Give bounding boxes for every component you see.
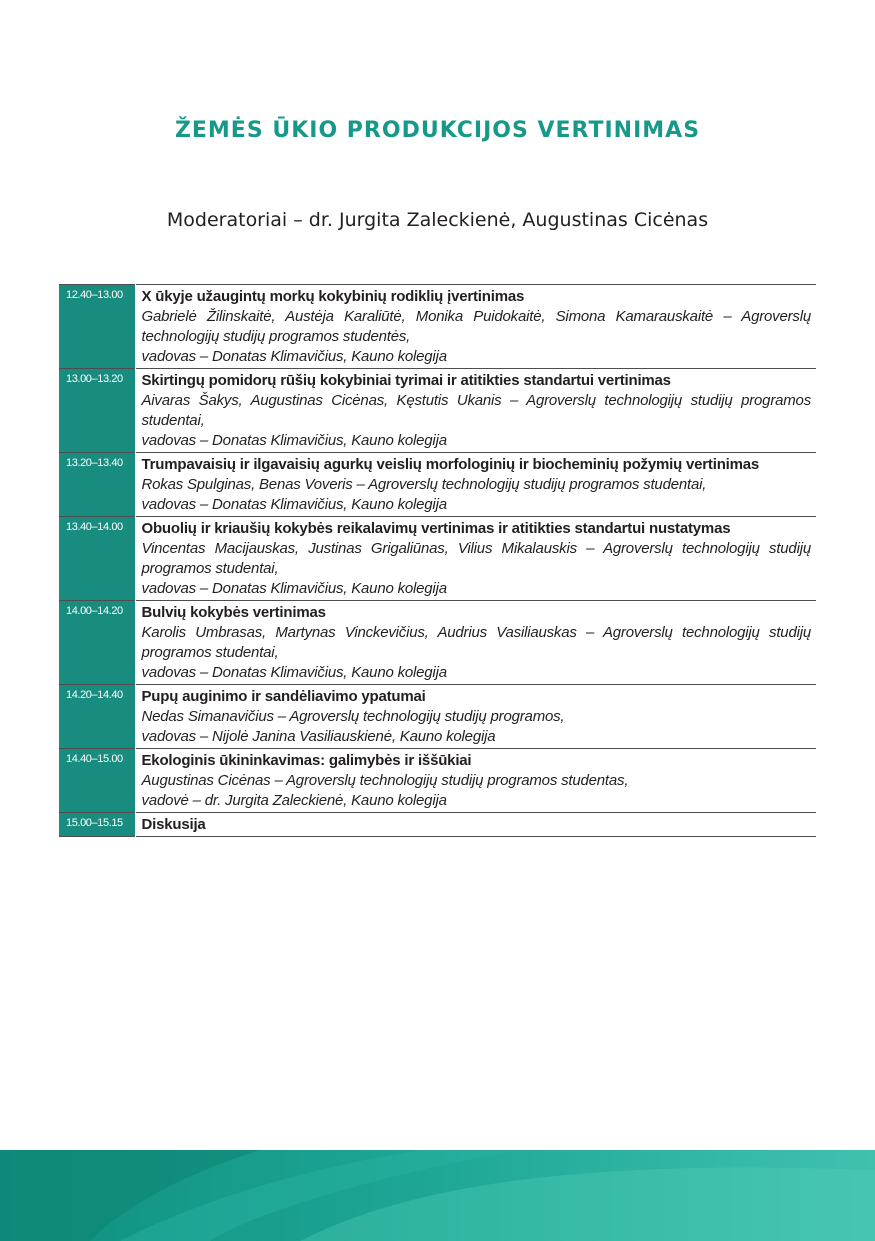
session-time: 13.20–13.40 <box>59 453 135 517</box>
session-title: Ekologinis ūkininkavimas: galimybės ir iššūkiai <box>141 752 472 769</box>
session-supervisor: vadovas – Donatas Klimavičius, Kauno kolegija <box>141 432 447 449</box>
schedule-row <box>59 285 816 369</box>
session-content <box>135 813 816 837</box>
session-authors: Augustinas Cicėnas – Agroverslų technologijų studijų programos studentas, <box>141 772 629 789</box>
session-content <box>135 601 816 685</box>
session-time: 12.40–13.00 <box>59 285 135 369</box>
schedule-row <box>59 685 816 749</box>
schedule-row <box>59 813 816 837</box>
session-time: 14.20–14.40 <box>59 685 135 749</box>
session-time: 13.00–13.20 <box>59 369 135 453</box>
schedule-table <box>59 284 816 837</box>
session-time: 13.40–14.00 <box>59 517 135 601</box>
page-title: ŽEMĖS ŪKIO PRODUKCIJOS VERTINIMAS <box>174 118 701 143</box>
decorative-footer-band <box>0 1150 875 1241</box>
session-title: Obuolių ir kriaušių kokybės reikalavimų vertinimas ir atitikties standartui nustatymas <box>141 520 731 537</box>
schedule-row <box>59 601 816 685</box>
session-content <box>135 685 816 749</box>
schedule-row <box>59 369 816 453</box>
session-time: 15.00–15.15 <box>59 813 135 837</box>
session-supervisor: vadovas – Donatas Klimavičius, Kauno kolegija <box>141 664 447 681</box>
session-authors: Vincentas Macijauskas, Justinas Grigaliūnas, Vilius Mikalauskis – Agroverslų technologijų studijų programos studentai, <box>141 540 811 577</box>
session-title: Bulvių kokybės vertinimas <box>141 604 326 621</box>
session-supervisor: vadovas – Donatas Klimavičius, Kauno kolegija <box>141 348 447 365</box>
session-authors: Aivaras Šakys, Augustinas Cicėnas, Kęstutis Ukanis – Agroverslų technologijų studijų programos studentai, <box>141 392 811 429</box>
session-authors: Nedas Simanavičius – Agroverslų technologijų studijų programos, <box>141 708 565 725</box>
schedule-row <box>59 749 816 813</box>
session-title: Trumpavaisių ir ilgavaisių agurkų veislių morfologinių ir biocheminių požymių vertinimas <box>141 456 760 473</box>
schedule-row <box>59 453 816 517</box>
session-supervisor: vadovas – Donatas Klimavičius, Kauno kolegija <box>141 580 447 597</box>
schedule-row <box>59 517 816 601</box>
session-content <box>135 453 816 517</box>
session-content <box>135 369 816 453</box>
session-supervisor: vadovas – Donatas Klimavičius, Kauno kolegija <box>141 496 447 513</box>
session-title: Pupų auginimo ir sandėliavimo ypatumai <box>141 688 426 705</box>
session-authors: Karolis Umbrasas, Martynas Vinckevičius, Audrius Vasiliauskas – Agroverslų technologijų studijų programos studentai, <box>141 624 811 661</box>
session-supervisor: vadovas – Nijolė Janina Vasiliauskienė, Kauno kolegija <box>141 728 496 745</box>
session-title: Diskusija <box>141 816 206 833</box>
session-content <box>135 517 816 601</box>
moderators-line: Moderatoriai – dr. Jurgita Zaleckienė, Augustinas Cicėnas <box>166 209 709 231</box>
session-authors: Rokas Spulginas, Benas Voveris – Agroverslų technologijų studijų programos studentai, <box>141 476 707 493</box>
session-content <box>135 285 816 369</box>
session-time: 14.40–15.00 <box>59 749 135 813</box>
session-supervisor: vadovė – dr. Jurgita Zaleckienė, Kauno kolegija <box>141 792 447 809</box>
session-time: 14.00–14.20 <box>59 601 135 685</box>
session-title: Skirtingų pomidorų rūšių kokybiniai tyrimai ir atitikties standartui vertinimas <box>141 372 671 389</box>
session-content <box>135 749 816 813</box>
session-title: X ūkyje užaugintų morkų kokybinių rodiklių įvertinimas <box>141 288 525 305</box>
session-authors: Gabrielė Žilinskaitė, Austėja Karaliūtė, Monika Puidokaitė, Simona Kamarauskaitė – Agroverslų technologijų studijų programos studentės, <box>141 308 811 345</box>
